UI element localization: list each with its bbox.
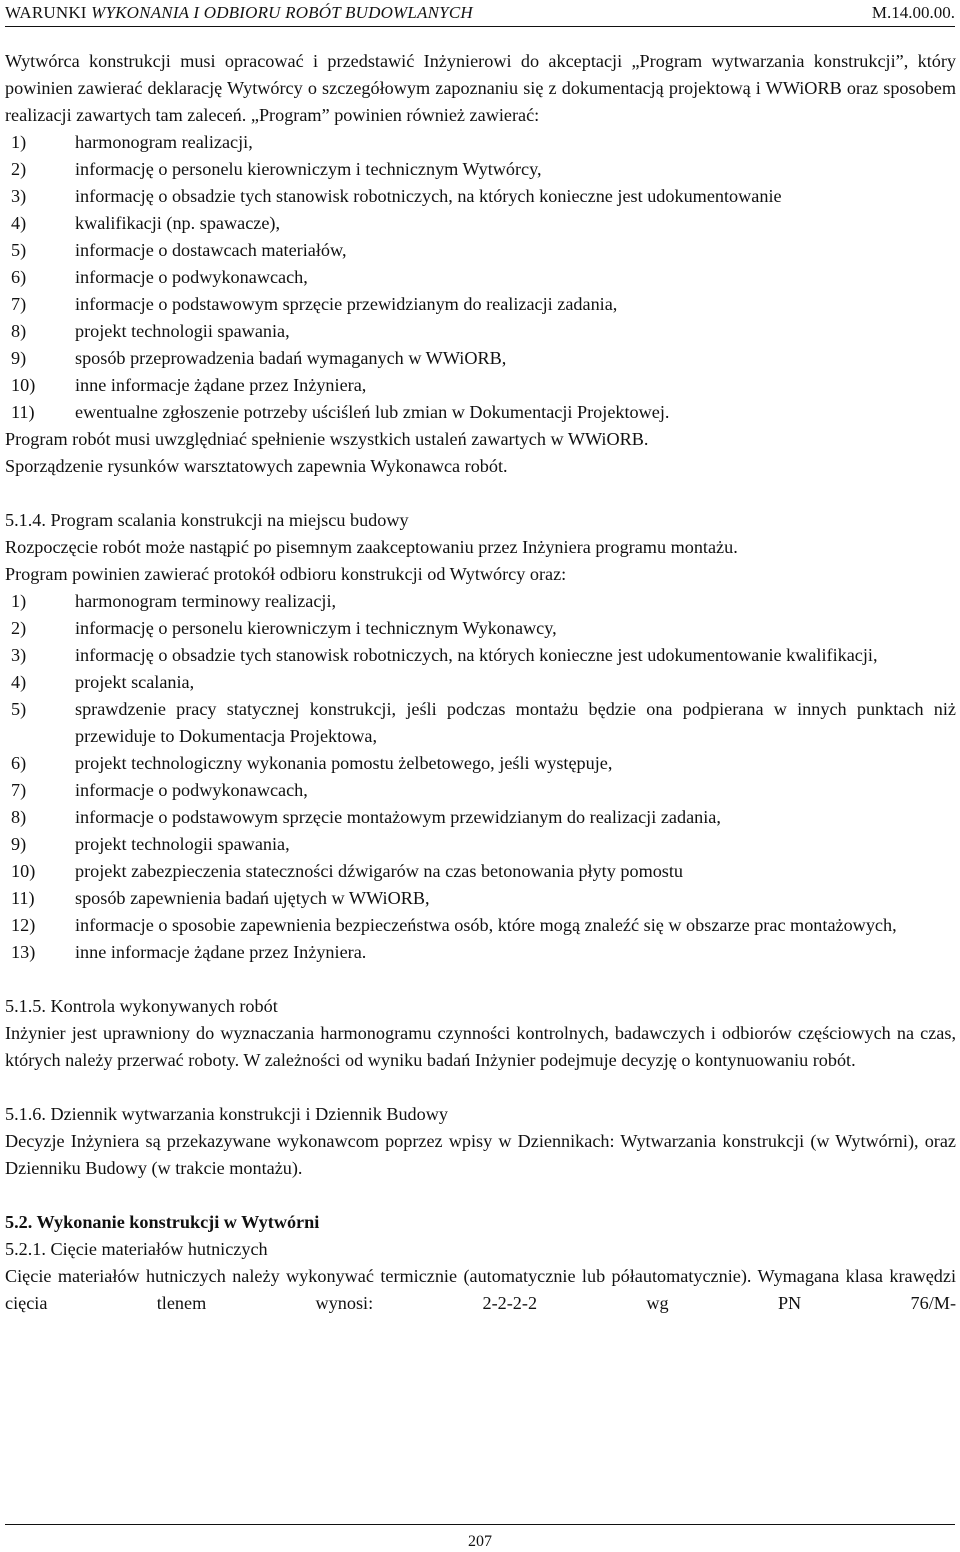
list-item	[5, 750, 956, 777]
list-item-text: sposób zapewnienia badań ujętych w WWiORB,	[75, 888, 430, 908]
list-item	[5, 777, 956, 804]
list-item	[5, 318, 956, 345]
list-item-text: projekt scalania,	[75, 672, 195, 692]
list-item-text: inne informacje żądane przez Inżyniera.	[75, 942, 367, 962]
list-item	[5, 210, 956, 237]
list-item-text: informacje o podstawowym sprzęcie przewidzianym do realizacji zadania,	[75, 294, 618, 314]
list-item-number: 2)	[11, 618, 27, 638]
list-item	[5, 669, 956, 696]
list-item-number: 9)	[11, 834, 27, 854]
list-item-text: informację o obsadzie tych stanowisk robotniczych, na których konieczne jest udokumentowanie kwalifikacji,	[75, 645, 878, 665]
list-item-number: 1)	[11, 132, 27, 152]
list-item-number: 7)	[11, 294, 27, 314]
list-item	[5, 372, 956, 399]
list-item	[5, 237, 956, 264]
list-item-text: harmonogram realizacji,	[75, 132, 253, 152]
list-item-text: sprawdzenie pracy statycznej konstrukcji, jeśli podczas montażu będzie ona podpierana w innych punktach niż przewiduje to Dokumentacja Projektowa,	[75, 699, 956, 746]
list-item-text: informacje o podstawowym sprzęcie montażowym przewidzianym do realizacji zadania,	[75, 807, 721, 827]
list-item-number: 6)	[11, 753, 27, 773]
section-5-1-6-p1: Decyzje Inżyniera są przekazywane wykonawcom poprzez wpisy w Dziennikach: Wytwarzania konstrukcji (w Wytwórni), oraz Dzienniku Budowy (w trakcie montażu).	[5, 1131, 956, 1178]
section-5-1-4-p2: Program powinien zawierać protokół odbioru konstrukcji od Wytwórcy oraz:	[5, 564, 567, 584]
page-number: 207	[468, 1533, 492, 1550]
list-item-number: 8)	[11, 321, 27, 341]
section-5-1-4-heading: 5.1.4. Program scalania konstrukcji na miejscu budowy	[5, 510, 409, 530]
list-item-number: 5)	[11, 240, 27, 260]
header-code: M.14.00.00.	[871, 3, 955, 22]
list-item-number: 10)	[11, 861, 36, 881]
intro-list	[5, 129, 956, 426]
section-5-2-1-p1: Cięcie materiałów hutniczych należy wykonywać termicznie (automatycznie lub półautomatycznie). Wymagana klasa krawędzi cięcia tlenem wynosi: 2-2-2-2 wg PN 76/M-	[5, 1266, 956, 1313]
list-item-number: 7)	[11, 780, 27, 800]
list-item-text: inne informacje żądane przez Inżyniera,	[75, 375, 367, 395]
list-item-number: 11)	[11, 402, 35, 422]
list-item	[5, 615, 956, 642]
list-item-text: informacje o podwykonawcach,	[75, 267, 308, 287]
list-item-number: 11)	[11, 888, 35, 908]
list-item-number: 6)	[11, 267, 27, 287]
list-item-text: informacje o sposobie zapewnienia bezpieczeństwa osób, które mogą znaleźć się w obszarze prac montażowych,	[75, 915, 897, 935]
list-item-text: informacje o dostawcach materiałów,	[75, 240, 347, 260]
list-item	[5, 156, 956, 183]
list-item-number: 3)	[11, 186, 27, 206]
list-item-text: projekt zabezpieczenia stateczności dźwigarów na czas betonowania płyty pomostu	[75, 861, 684, 881]
list-item-number: 5)	[11, 699, 27, 719]
page-header	[5, 2, 955, 26]
list-item	[5, 912, 956, 939]
list-item-text: projekt technologiczny wykonania pomostu żelbetowego, jeśli występuje,	[75, 753, 613, 773]
list-item-number: 2)	[11, 159, 27, 179]
list-item	[5, 831, 956, 858]
footer-rule	[5, 1524, 955, 1525]
list-item	[5, 345, 956, 372]
list-item-text: informację o obsadzie tych stanowisk robotniczych, na których konieczne jest udokumentowanie	[75, 186, 782, 206]
list-item-number: 8)	[11, 807, 27, 827]
list-item	[5, 129, 956, 156]
list-item	[5, 939, 956, 966]
list-item	[5, 804, 956, 831]
document-body	[5, 48, 956, 1317]
list-item-number: 13)	[11, 942, 36, 962]
list-item-number: 1)	[11, 591, 27, 611]
section-5-1-5-heading: 5.1.5. Kontrola wykonywanych robót	[5, 996, 278, 1016]
section-5-1-5-p1: Inżynier jest uprawniony do wyznaczania harmonogramu czynności kontrolnych, badawczych i odbiorów częściowych na czas, których należy przerwać roboty. W zależności od wyniku badań Inżynier podejmuje decyzję o kontynuowaniu robót.	[5, 1023, 956, 1070]
list-item	[5, 183, 956, 210]
section-5-2-heading: 5.2. Wykonanie konstrukcji w Wytwórni	[5, 1212, 320, 1232]
list-item-number: 4)	[11, 213, 27, 233]
list-item-number: 10)	[11, 375, 36, 395]
list-item-text: informację o personelu kierowniczym i technicznym Wytwórcy,	[75, 159, 542, 179]
header-title: WARUNKI WYKONANIA I ODBIORU ROBÓT BUDOWLANYCH	[5, 3, 473, 22]
list-item-text: kwalifikacji (np. spawacze),	[75, 213, 281, 233]
header-rule	[5, 26, 955, 27]
list-item-text: projekt technologii spawania,	[75, 834, 290, 854]
list-item	[5, 696, 956, 750]
list-item-text: informację o personelu kierowniczym i technicznym Wykonawcy,	[75, 618, 557, 638]
list-item	[5, 885, 956, 912]
intro-after-2: Sporządzenie rysunków warsztatowych zapewnia Wykonawca robót.	[5, 456, 508, 476]
list-item-number: 3)	[11, 645, 27, 665]
list-item-text: projekt technologii spawania,	[75, 321, 290, 341]
list-item-text: harmonogram terminowy realizacji,	[75, 591, 337, 611]
list-item	[5, 399, 956, 426]
list-item	[5, 588, 956, 615]
list-item	[5, 291, 956, 318]
list-item	[5, 858, 956, 885]
list-item-number: 9)	[11, 348, 27, 368]
intro-after-1: Program robót musi uwzględniać spełnienie wszystkich ustaleń zawartych w WWiORB.	[5, 429, 649, 449]
list-item-number: 4)	[11, 672, 27, 692]
list-item-text: ewentualne zgłoszenie potrzeby uściśleń lub zmian w Dokumentacji Projektowej.	[75, 402, 670, 422]
list-item-number: 12)	[11, 915, 36, 935]
list-item-text: sposób przeprowadzenia badań wymaganych w WWiORB,	[75, 348, 507, 368]
section-5-2-1-heading: 5.2.1. Cięcie materiałów hutniczych	[5, 1239, 268, 1259]
section-5-1-4-p1: Rozpoczęcie robót może nastąpić po pisemnym zaakceptowaniu przez Inżyniera programu montażu.	[5, 537, 738, 557]
list-item	[5, 264, 956, 291]
list-item	[5, 642, 956, 669]
section-5-1-4-list	[5, 588, 956, 966]
section-5-1-6-heading: 5.1.6. Dziennik wytwarzania konstrukcji i Dziennik Budowy	[5, 1104, 448, 1124]
intro-paragraph: Wytwórca konstrukcji musi opracować i przedstawić Inżynierowi do akceptacji „Program wytwarzania konstrukcji”, który powinien zawierać deklarację Wytwórcy o szczegółowym zapoznaniu się z dokumentacją projektową i WWiORB oraz sposobem realizacji zawartych tam zaleceń. „Program” powinien również zawierać:	[5, 51, 956, 125]
list-item-text: informacje o podwykonawcach,	[75, 780, 308, 800]
